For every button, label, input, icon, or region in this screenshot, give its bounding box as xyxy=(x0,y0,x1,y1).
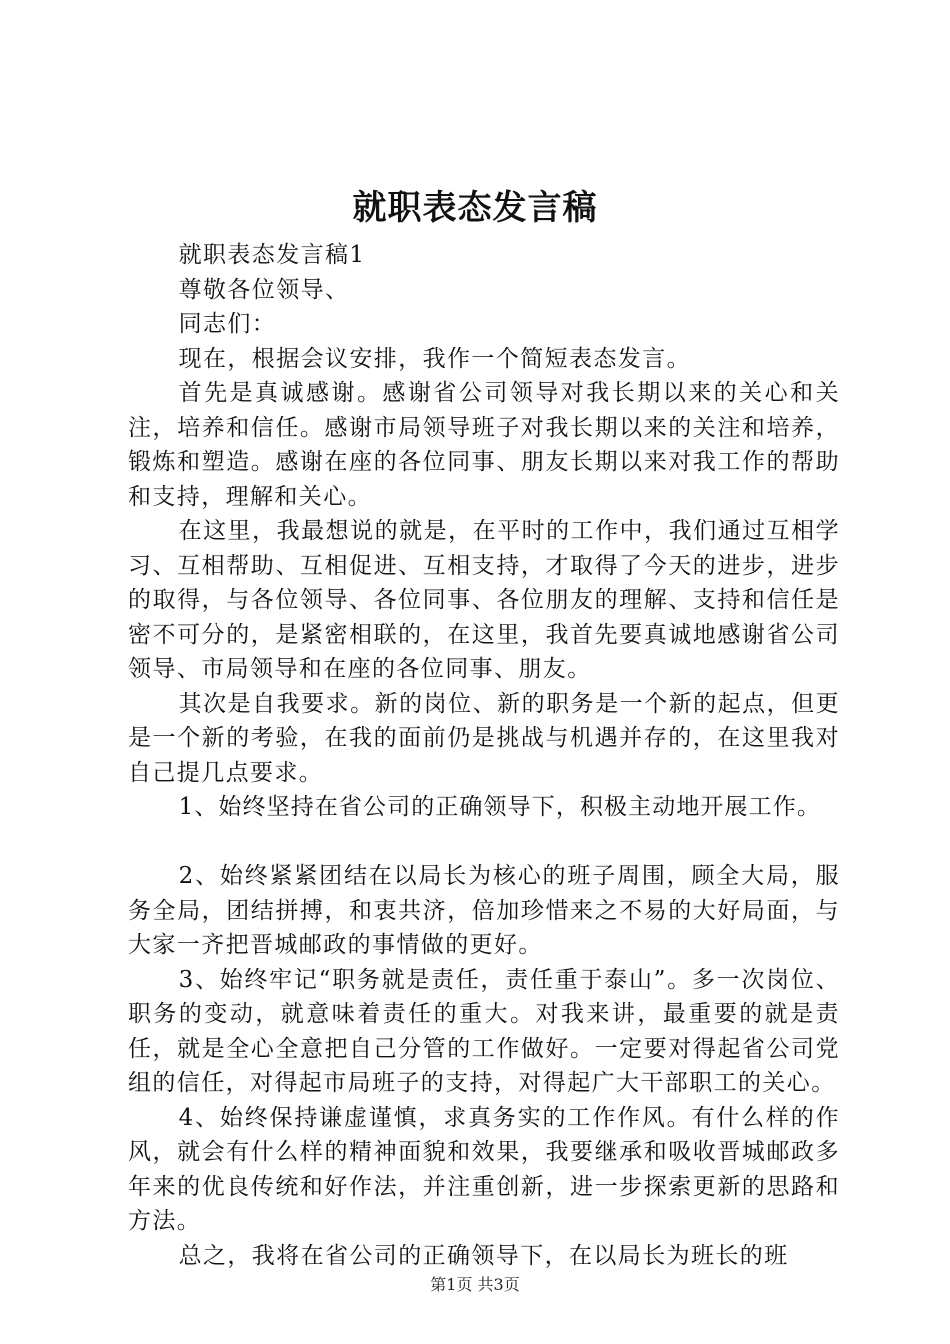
paragraph-item-2: 2、始终紧紧团结在以局长为核心的班子周围，顾全大局，服务全局，团结拼搏，和衷共济，倍加珍惜来之不易的大好局面，与大家一齐把晋城邮政的事情做的更好。 xyxy=(128,863,840,958)
paragraph-intro: 现在，根据会议安排，我作一个简短表态发言。 xyxy=(178,345,691,372)
paragraph-thanks: 首先是真诚感谢。感谢省公司领导对我长期以来的关心和关注，培养和信任。感谢市局领导班子对我长期以来的关注和培养，锻炼和塑造。感谢在座的各位同事、朋友长期以来对我工作的帮助和支持，理解和关心。 xyxy=(128,380,840,510)
paragraph-item-4: 4、始终保持谦虚谨慎，求真务实的工作作风。有什么样的作风，就会有什么样的精神面貌和效果，我要继承和吸收晋城邮政多年来的优良传统和好作法，并注重创新，进一步探索更新的思路和方法。 xyxy=(128,1104,840,1234)
blank-line xyxy=(128,825,840,860)
paragraph-salutation-1: 尊敬各位领导、 xyxy=(178,276,350,303)
document-body xyxy=(128,238,840,1273)
paragraph-salutation-2: 同志们： xyxy=(178,311,277,337)
document-title: 就职表态发言稿 xyxy=(352,188,598,228)
paragraph-item-1: 1、始终坚持在省公司的正确领导下，积极主动地开展工作。 xyxy=(178,794,821,820)
paragraph-item-3: 3、始终牢记“职务就是责任，责任重于泰山”。多一次岗位、职务的变动，就意味着责任的重大。对我来讲，最重要的就是责任，就是全心全意把自己分管的工作做好。一定要对得起省公司党组的信任，对得起市局班子的支持，对得起广大干部职工的关心。 xyxy=(128,966,840,1096)
paragraph-here: 在这里，我最想说的就是，在平时的工作中，我们通过互相学习、互相帮助、互相促进、互相支持，才取得了今天的进步，进步的取得，与各位领导、各位同事、各位朋友的理解、支持和信任是密不可分的，是紧密相联的，在这里，我首先要真诚地感谢省公司领导、市局领导和在座的各位同事、朋友。 xyxy=(128,518,840,682)
paragraph-requirements: 其次是自我要求。新的岗位、新的职务是一个新的起点，但更是一个新的考验，在我的面前仍是挑战与机遇并存的，在这里我对自己提几点要求。 xyxy=(128,690,840,786)
paragraph-conclusion: 总之，我将在省公司的正确领导下，在以局长为班长的班 xyxy=(178,1242,789,1269)
paragraph-heading: 就职表态发言稿1 xyxy=(178,242,366,268)
page-footer: 第1页 共3页 xyxy=(430,1275,520,1294)
